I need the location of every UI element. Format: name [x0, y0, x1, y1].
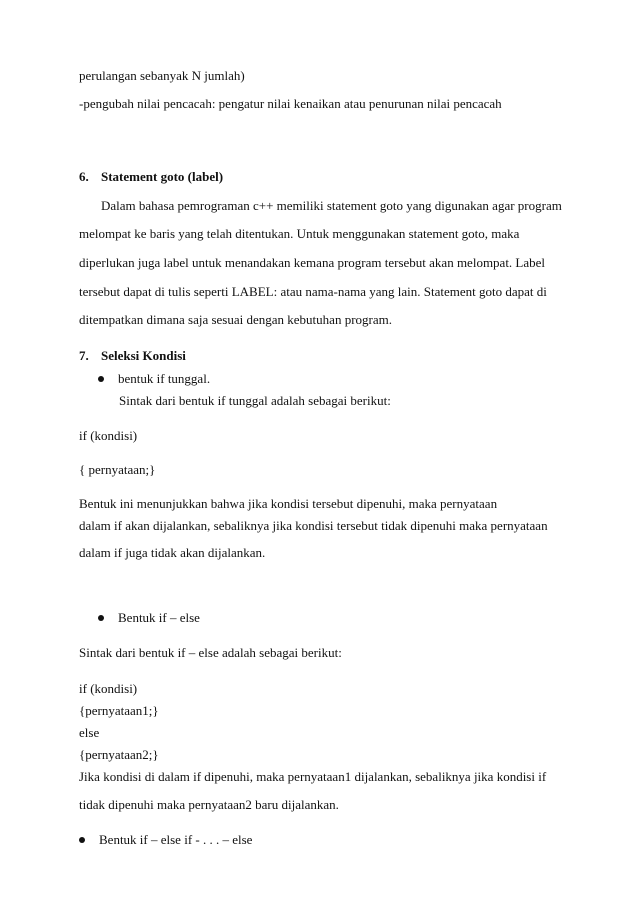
code1-line-1: if (kondisi) [79, 428, 138, 443]
para2-line-2: tidak dipenuhi maka pernyataan2 baru dijalankan. [79, 797, 339, 812]
section-6-para-line-2: melompat ke baris yang telah ditentukan. Untuk menggunakan statement goto, maka [79, 226, 520, 241]
section-6-para-line-3: diperlukan juga label untuk menandakan kemana program tersebut akan melompat. Label [79, 255, 546, 270]
bullet-dot-icon [79, 837, 85, 843]
bullet-if-else-sub: Sintak dari bentuk if – else adalah sebagai berikut: [79, 645, 342, 660]
bullet-dot-icon [98, 376, 104, 382]
bullet-if-tunggal: bentuk if tunggal. [98, 371, 210, 387]
para1-line-2: dalam if akan dijalankan, sebaliknya jika kondisi tersebut tidak dipenuhi maka pernyataan [79, 518, 548, 533]
code2-line-1: if (kondisi) [79, 681, 138, 696]
bullet-dot-icon [98, 615, 104, 621]
code1-line-2: { pernyataan;} [79, 462, 156, 477]
para2-line-1: Jika kondisi di dalam if dipenuhi, maka pernyataan1 dijalankan, sebaliknya jika kondisi if [79, 769, 547, 784]
section-6-heading [79, 169, 223, 185]
bullet-if-else: Bentuk if – else [98, 610, 200, 626]
intro-line-2: -pengubah nilai pencacah: pengatur nilai kenaikan atau penurunan nilai pencacah [79, 96, 502, 111]
section-6-para-line-5: ditempatkan dimana saja sesuai dengan kebutuhan program. [79, 312, 392, 327]
section-6-para-line-4: tersebut dapat di tulis seperti LABEL: atau nama-nama yang lain. Statement goto dapat di [79, 284, 547, 299]
bullet-if-tunggal-sub: Sintak dari bentuk if tunggal adalah sebagai berikut: [119, 393, 391, 408]
section-7-title: Seleksi Kondisi [101, 348, 186, 363]
section-6-title: Statement goto (label) [101, 169, 224, 184]
code2-line-3: else [79, 725, 100, 740]
intro-line-1: perulangan sebanyak N jumlah) [79, 68, 245, 83]
code2-line-2: {pernyataan1;} [79, 703, 159, 718]
section-7-number: 7. [79, 348, 89, 363]
section-7-heading [79, 348, 186, 364]
section-6-number: 6. [79, 169, 89, 184]
section-6-para-line-1: Dalam bahasa pemrograman c++ memiliki statement goto yang digunakan agar program [101, 198, 562, 213]
bullet-if-else-if: Bentuk if – else if - . . . – else [79, 832, 252, 848]
para1-line-1: Bentuk ini menunjukkan bahwa jika kondisi tersebut dipenuhi, maka pernyataan [79, 496, 498, 511]
para1-line-3: dalam if juga tidak akan dijalankan. [79, 545, 266, 560]
code2-line-4: {pernyataan2;} [79, 747, 159, 762]
